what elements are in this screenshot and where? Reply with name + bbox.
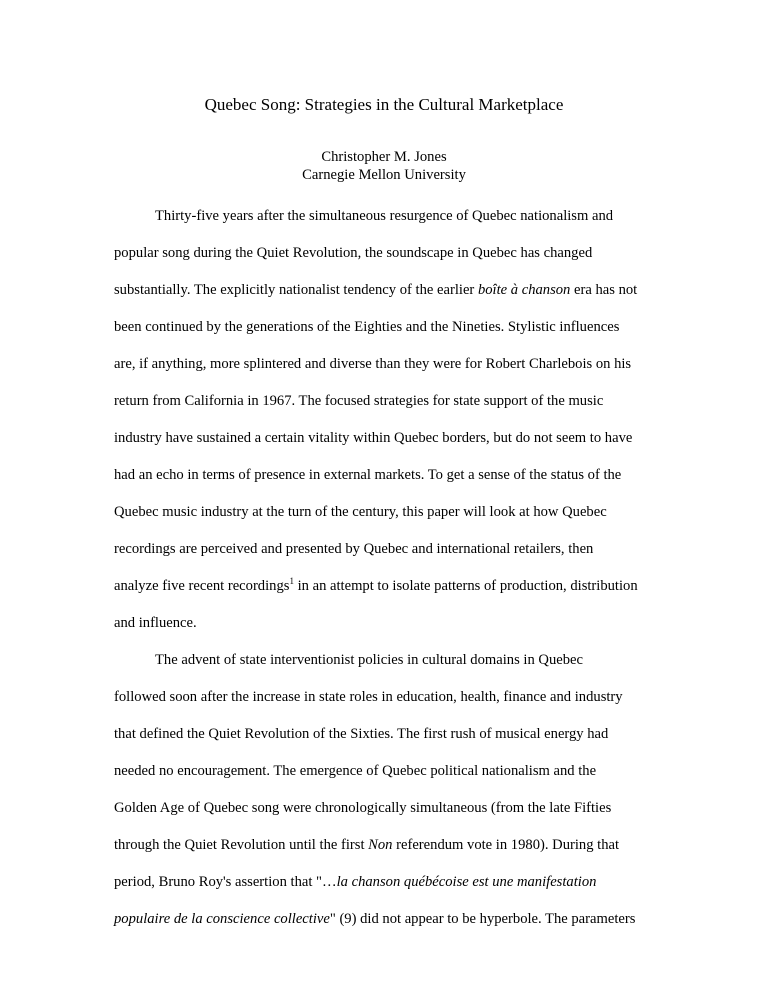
- paragraph-1-line-5: are, if anything, more splintered and diverse than they were for Robert Charlebois on his: [114, 356, 632, 372]
- paragraph-1-line-3: substantially. The explicitly nationalist tendency of the earlier boîte à chanson era has not: [114, 282, 638, 298]
- paragraph-1-line-11: analyze five recent recordings$^1$ in an attempt to isolate patterns of production, distribution: [114, 576, 638, 594]
- author-affiliation: Carnegie Mellon University: [302, 167, 466, 183]
- paragraph-2-line-7: period, Bruno Roy's assertion that "…la chanson québécoise est une manifestation: [114, 874, 597, 890]
- paragraph-2-line-3: that defined the Quiet Revolution of the Sixties. The first rush of musical energy had: [114, 726, 609, 742]
- emphasis-non: Non: [368, 837, 393, 853]
- document-title: Quebec Song: Strategies in the Cultural Marketplace: [204, 95, 564, 114]
- paragraph-1-line-10: recordings are perceived and presented by Quebec and international retailers, then: [114, 541, 594, 557]
- paragraph-1-line-8: had an echo in terms of presence in external markets. To get a sense of the status of the: [114, 467, 622, 483]
- footnote-marker[interactable]: 1: [289, 576, 294, 586]
- emphasis-boite-a-chanson: boîte à chanson: [477, 282, 571, 298]
- paragraph-1-line-7: industry have sustained a certain vitality within Quebec borders, but do not seem to have: [114, 430, 633, 446]
- paragraph-2-line-1: The advent of state interventionist policies in cultural domains in Quebec: [155, 652, 583, 668]
- emphasis-quote-part-1: la chanson québécoise est une manifestation: [336, 874, 597, 890]
- paragraph-1-line-1: Thirty-five years after the simultaneous resurgence of Quebec nationalism and: [155, 208, 614, 224]
- paragraph-2-line-2: followed soon after the increase in state roles in education, health, finance and industry: [114, 689, 623, 705]
- paragraph-1-line-12: and influence.: [114, 615, 197, 631]
- paragraph-2-line-4: needed no encouragement. The emergence of Quebec political nationalism and the: [114, 763, 597, 779]
- paragraph-1-line-9: Quebec music industry at the turn of the century, this paper will look at how Quebec: [114, 504, 607, 520]
- paragraph-1-line-4: been continued by the generations of the Eighties and the Nineties. Stylistic influences: [114, 319, 620, 335]
- emphasis-quote-part-2: populaire de la conscience collective: [114, 911, 330, 927]
- paragraph-1-line-6: return from California in 1967. The focused strategies for state support of the music: [114, 393, 604, 409]
- paragraph-2-line-5: Golden Age of Quebec song were chronologically simultaneous (from the late Fifties: [114, 800, 612, 816]
- author-name: Christopher M. Jones: [321, 149, 447, 165]
- paragraph-2-line-8: populaire de la conscience collective" (9) did not appear to be hyperbole. The parameters: [114, 911, 636, 927]
- paragraph-1-line-2: popular song during the Quiet Revolution, the soundscape in Quebec has changed: [114, 245, 593, 261]
- paragraph-2-line-6: through the Quiet Revolution until the first Non referendum vote in 1980). During that: [114, 837, 620, 853]
